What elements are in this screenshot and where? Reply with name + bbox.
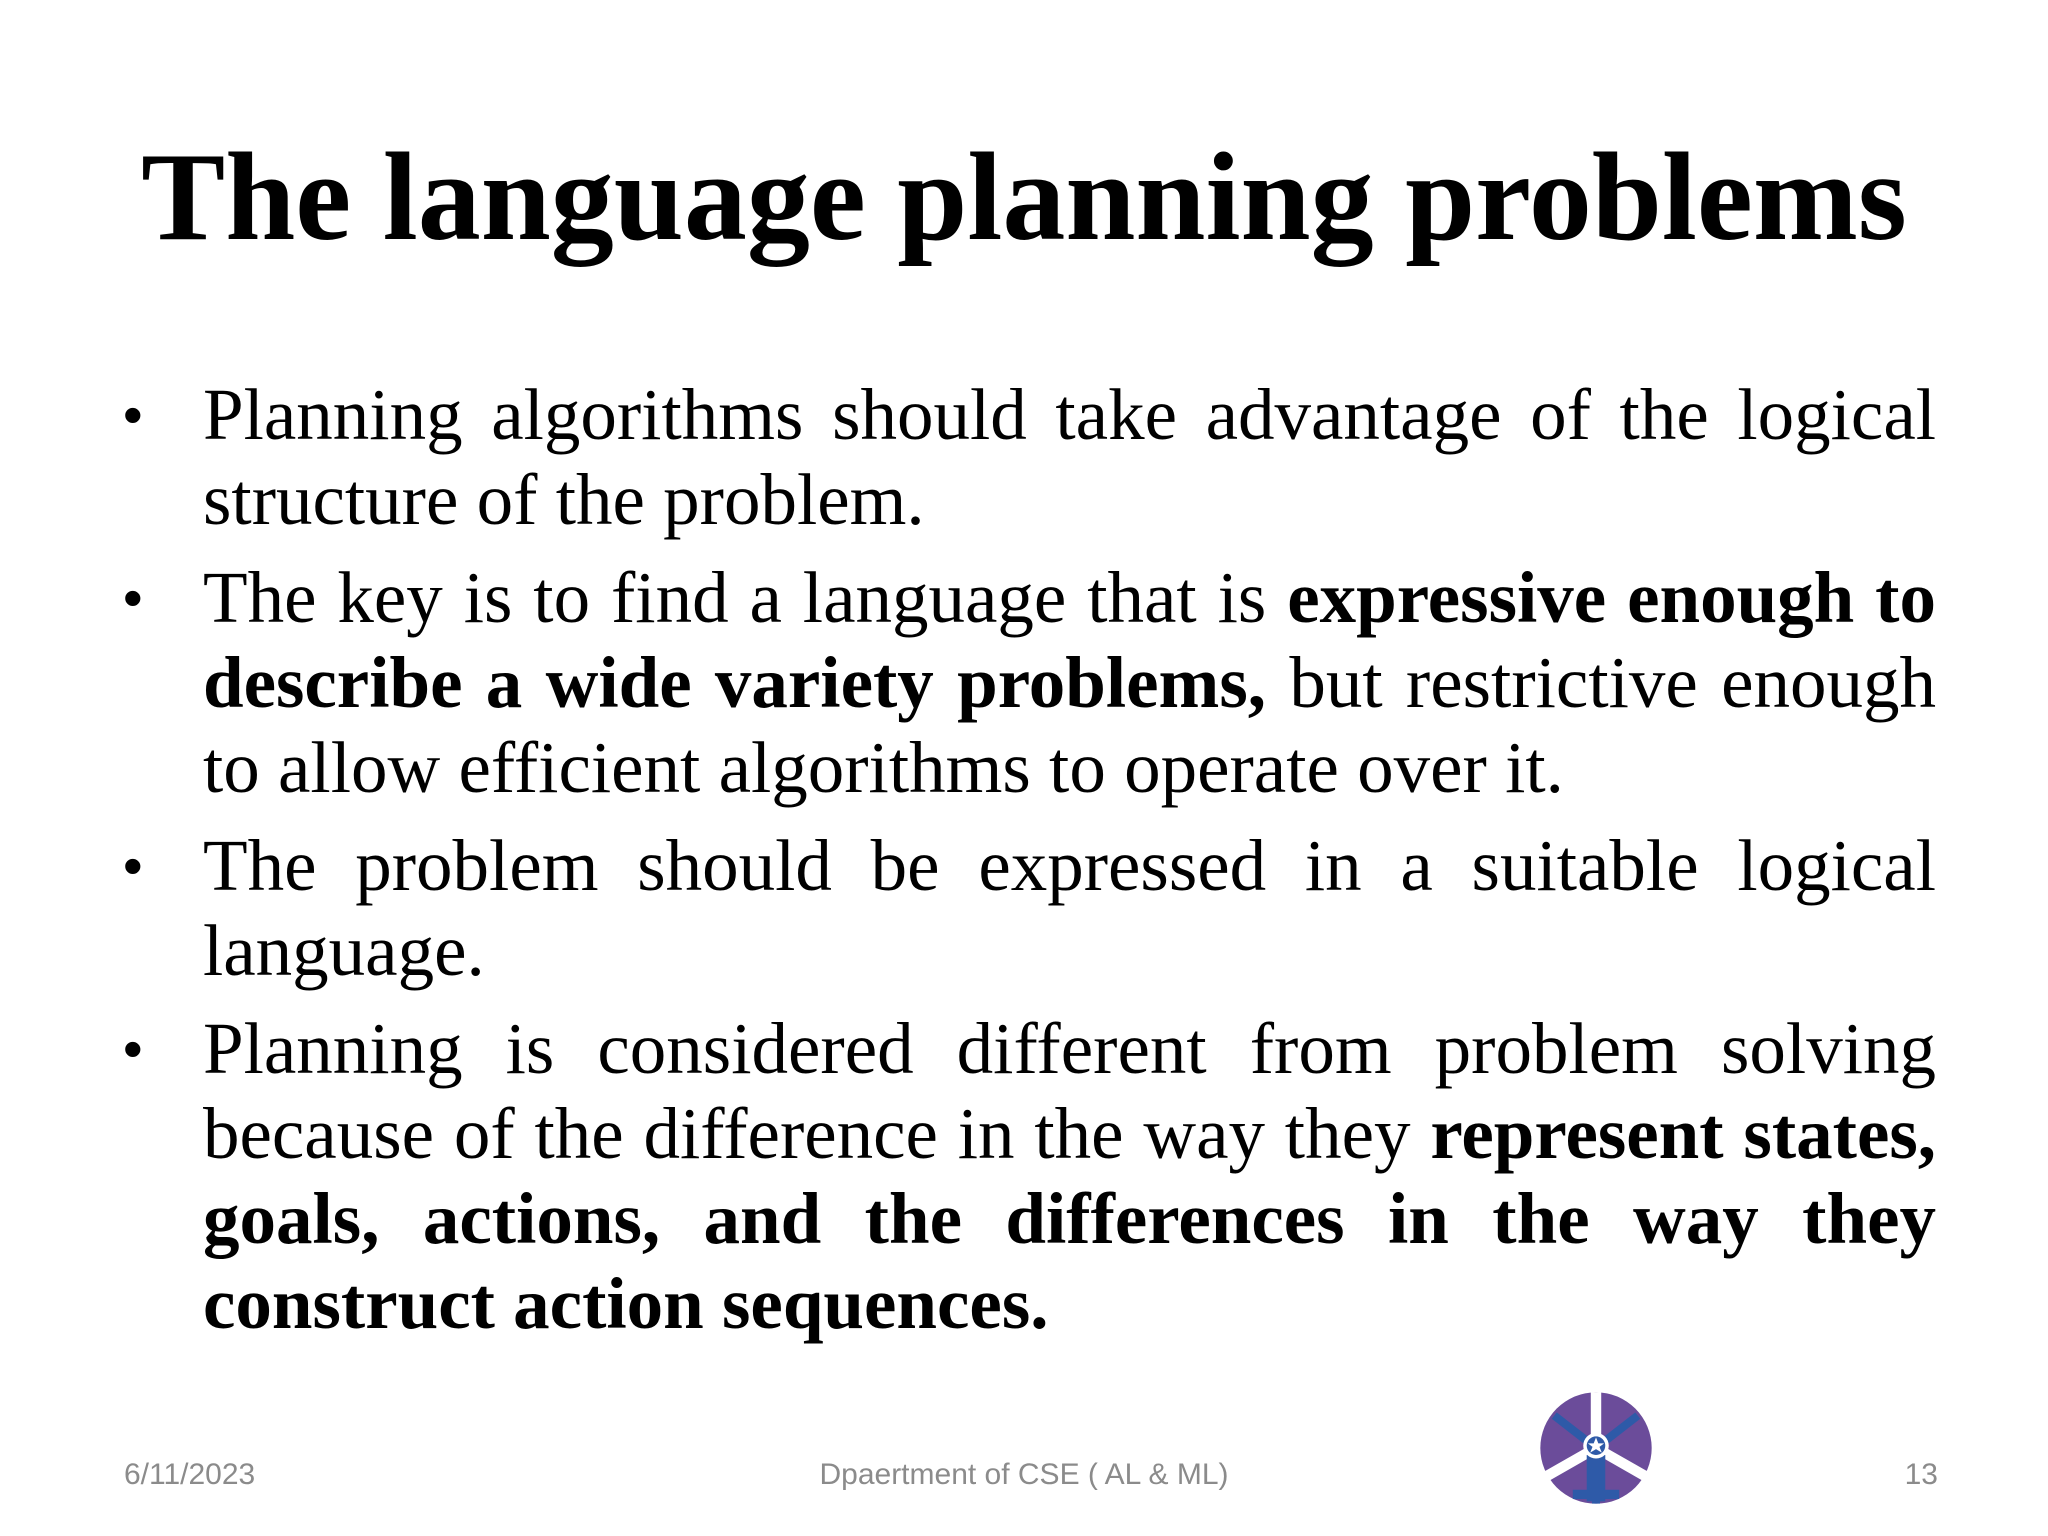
footer-department: Dpaertment of CSE ( AL & ML) (819, 1458, 1229, 1491)
bullet-text: Planning algorithms should take advantage of the logical structure of the problem. (203, 374, 1936, 540)
bullet-item (118, 555, 1936, 810)
bullet-text: The key is to find a language that is (203, 557, 1288, 638)
bullet-list (118, 372, 1936, 1359)
bullet-item (118, 1006, 1936, 1346)
slide-title: The language planning problems (141, 128, 1907, 267)
bullet-text: The problem should be expressed in a suitable logical language. (203, 825, 1936, 991)
bullet-text-bold: expressive enough to describe a wide variety problems, (203, 557, 1936, 723)
footer-date: 6/11/2023 (124, 1458, 256, 1491)
bullet-text: but restrictive enough to allow efficient algorithms to operate over it. (203, 642, 1936, 808)
footer-page-number: 13 (1904, 1458, 1938, 1491)
bullet-marker: • (123, 834, 143, 897)
bullet-marker: • (123, 383, 143, 446)
bullet-text-bold: represent states, goals, actions, and the differences in the way they construct action sequences. (203, 1093, 1937, 1344)
bullet-item (118, 372, 1936, 542)
institution-logo-icon (1538, 1390, 1654, 1506)
bullet-item (118, 823, 1936, 993)
bullet-marker: • (123, 566, 143, 629)
bullet-marker: • (123, 1017, 143, 1080)
bullet-text: Planning is considered different from problem solving because of the difference in the way they (203, 1008, 1936, 1174)
